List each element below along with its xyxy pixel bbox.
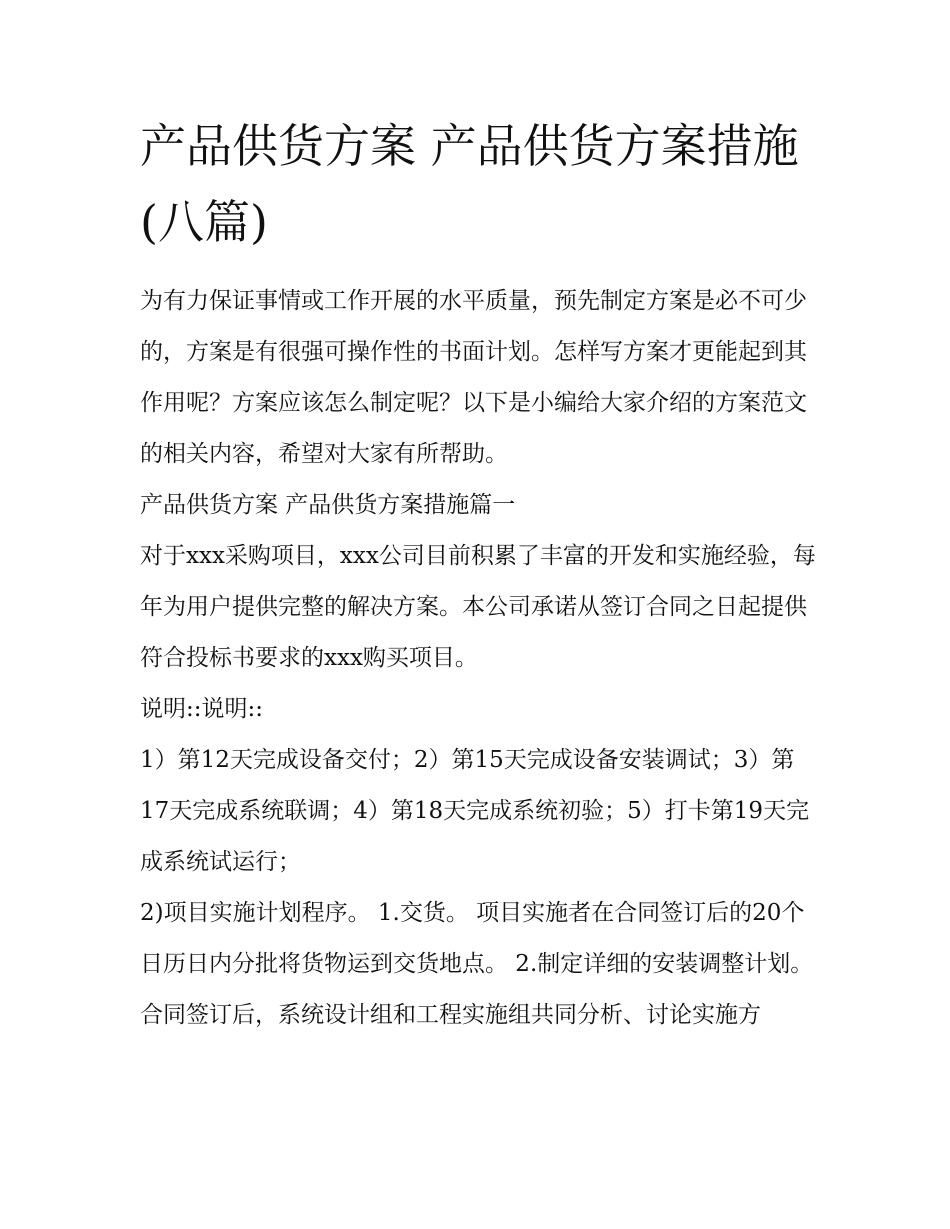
schedule-paragraph: 1）第12天完成设备交付；2）第15天完成设备安装调试；3）第17天完成系统联调；4）第18天完成系统初验；5）打卡第19天完成系统试运行； (140, 747, 810, 875)
note-label: 说明::说明:: (140, 696, 263, 722)
document-title: 产品供货方案 产品供货方案措施(八篇) (140, 119, 799, 249)
document-body (140, 108, 820, 1041)
section-heading: 产品供货方案 产品供货方案措施篇一 (140, 492, 516, 518)
body-paragraph: 对于xxx采购项目，xxx公司目前积累了丰富的开发和实施经验，每年为用户提供完整的解决方案。本公司承诺从签订合同之日起提供符合投标书要求的xxx购买项目。 (140, 543, 816, 671)
intro-paragraph: 为有力保证事情或工作开展的水平质量，预先制定方案是必不可少的，方案是有很强可操作性的书面计划。怎样写方案才更能起到其作用呢？方案应该怎么制定呢？以下是小编给大家介绍的方案范文的相关内容，希望对大家有所帮助。 (140, 288, 807, 467)
closing-paragraph: 合同签订后，系统设计组和工程实施组共同分析、讨论实施方 (140, 1002, 761, 1028)
procedure-paragraph: 2)项目实施计划程序。 1.交货。 项目实施者在合同签订后的20个日历日内分批将货物运到交货地点。 2.制定详细的安装调整计划。 (140, 900, 814, 977)
